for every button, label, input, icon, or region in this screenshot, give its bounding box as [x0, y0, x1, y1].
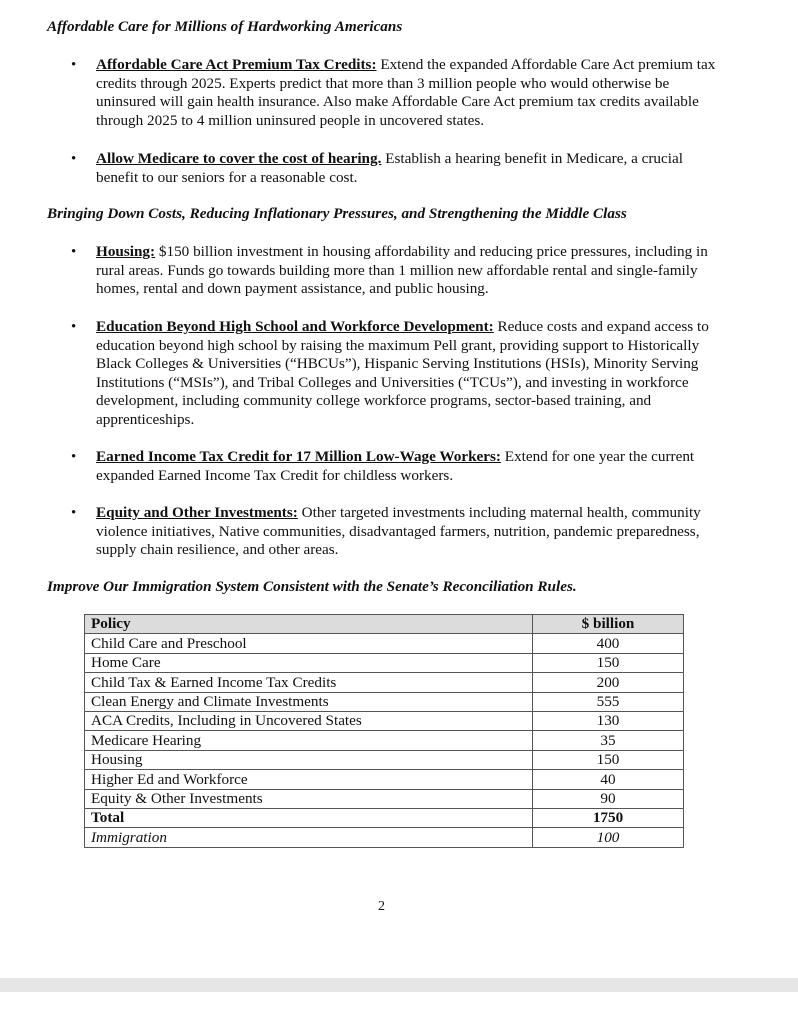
list-item-education	[71, 318, 726, 430]
bullet-marker: •	[71, 319, 77, 335]
policy-cell: Medicare Hearing	[85, 731, 533, 750]
policy-cell: Home Care	[85, 653, 533, 672]
amount-cell: 555	[533, 692, 684, 711]
item-lead: Allow Medicare to cover the cost of hearing.	[96, 150, 382, 167]
table-row	[85, 692, 684, 711]
section-heading-care: Affordable Care for Millions of Hardworking Americans	[47, 18, 403, 35]
policy-cell: Child Care and Preschool	[85, 634, 533, 653]
policy-cell: Child Tax & Earned Income Tax Credits	[85, 673, 533, 692]
item-body: Extend the expanded Affordable Care Act premium tax credits through 2025. Experts predict that more than 3 million people who would otherwise be uninsured will gain health insurance. Also make Affordable Care Act premium tax credits available through 2025 to 4 million uninsured people in uncovered states.	[96, 56, 716, 129]
policy-cell: Clean Energy and Climate Investments	[85, 692, 533, 711]
item-lead: Earned Income Tax Credit for 17 Million Low-Wage Workers:	[96, 448, 501, 465]
item-lead: Affordable Care Act Premium Tax Credits:	[96, 56, 377, 73]
next-page-edge	[0, 992, 798, 1035]
item-body: Reduce costs and expand access to education beyond high school by raising the maximum Pell grant, providing support to Historically Black Colleges & Universities (“HBCUs”), Hispanic Serving Institutions (HSIs), Minority Serving Institutions (“MSIs”), and Tribal Colleges and Universities (“TCUs”), and investing in workforce development, including community college workforce programs, sector-based training, and apprenticeships.	[96, 318, 709, 428]
amount-cell: 150	[533, 750, 684, 769]
list-item-medicare-hearing	[71, 150, 726, 187]
list-item-housing	[71, 243, 726, 299]
item-lead: Housing:	[96, 243, 156, 260]
table-row	[85, 789, 684, 808]
policy-cell: Housing	[85, 750, 533, 769]
item-lead: Education Beyond High School and Workforce Development:	[96, 318, 494, 335]
item-body: Other targeted investments including maternal health, community violence initiatives, Native communities, disadvantaged farmers, nutrition, pandemic preparedness, supply chain resilience, and other areas.	[96, 504, 701, 559]
policy-cell: Equity & Other Investments	[85, 789, 533, 808]
bullet-marker: •	[71, 244, 77, 260]
column-header-policy: Policy	[85, 615, 533, 634]
table-row	[85, 711, 684, 730]
amount-cell: 35	[533, 731, 684, 750]
policy-cell: Higher Ed and Workforce	[85, 770, 533, 789]
bullet-marker: •	[71, 57, 77, 73]
list-item-aca-premium-credits	[71, 56, 726, 130]
amount-cell: 40	[533, 770, 684, 789]
bullet-marker: •	[71, 151, 77, 167]
bullet-marker: •	[71, 505, 77, 521]
table-row-total	[85, 808, 684, 827]
item-body: $150 billion investment in housing affordability and reducing price pressures, including in rural areas. Funds go towards building more than 1 million new affordable rental and single-family homes, rental and down payment assistance, and public housing.	[96, 243, 708, 298]
column-header-amount: $ billion	[533, 615, 684, 634]
section-heading-costs: Bringing Down Costs, Reducing Inflationary Pressures, and Strengthening the Middle Class	[47, 205, 627, 222]
table-row	[85, 750, 684, 769]
table-row	[85, 673, 684, 692]
amount-cell: 100	[533, 828, 684, 847]
amount-cell: 130	[533, 711, 684, 730]
list-item-eitc	[71, 448, 726, 485]
bullet-marker: •	[71, 449, 77, 465]
table-header-row	[85, 615, 684, 634]
policy-budget-table	[84, 614, 684, 848]
item-body: Establish a hearing benefit in Medicare, a crucial benefit to our seniors for a reasonable cost.	[96, 150, 683, 186]
item-lead: Equity and Other Investments:	[96, 504, 298, 521]
list-item-equity	[71, 504, 726, 560]
amount-cell: 200	[533, 673, 684, 692]
section-heading-immigration: Improve Our Immigration System Consistent with the Senate’s Reconciliation Rules.	[47, 578, 577, 595]
amount-cell: 1750	[533, 808, 684, 827]
table-row	[85, 770, 684, 789]
policy-cell: ACA Credits, Including in Uncovered States	[85, 711, 533, 730]
amount-cell: 90	[533, 789, 684, 808]
table-row	[85, 634, 684, 653]
amount-cell: 400	[533, 634, 684, 653]
table-row	[85, 653, 684, 672]
table-row-immigration	[85, 828, 684, 847]
policy-cell: Immigration	[85, 828, 533, 847]
page-number: 2	[378, 899, 385, 914]
table-row	[85, 731, 684, 750]
amount-cell: 150	[533, 653, 684, 672]
policy-cell: Total	[85, 808, 533, 827]
item-body: Extend for one year the current expanded Earned Income Tax Credit for childless workers.	[96, 448, 695, 484]
